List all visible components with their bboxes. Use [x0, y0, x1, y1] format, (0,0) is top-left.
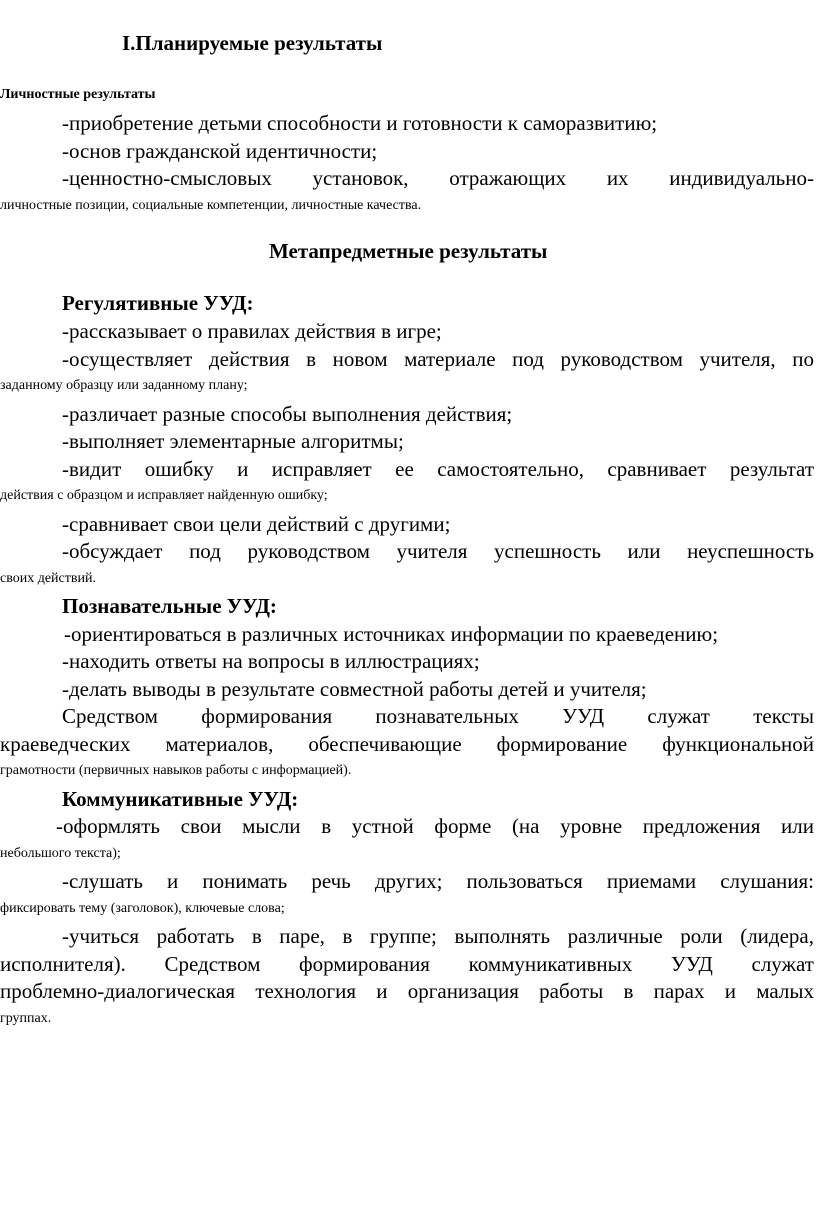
- page-title: I.Планируемые результаты: [122, 31, 383, 55]
- communicative-line-8: группах.: [0, 1011, 52, 1026]
- cognitive-line-1: -ориентироваться в различных источниках информации по краеведению;: [64, 622, 719, 646]
- cognitive-line-2: -находить ответы на вопросы в иллюстрациях;: [62, 649, 480, 673]
- cognitive-line-3: -делать выводы в результате совместной работы детей и учителя;: [62, 677, 647, 701]
- regulative-line-2: -осуществляет действия в новом материале под руководством учителя, по: [62, 347, 814, 371]
- regulative-line-1: -рассказывает о правилах действия в игре;: [62, 319, 442, 343]
- regulative-line-9: -обсуждает под руководством учителя успешность или неуспешность: [62, 539, 814, 563]
- regulative-line-3: заданному образцу или заданному плану;: [0, 378, 248, 393]
- communicative-line-5: -учиться работать в паре, в группе; выполнять различные роли (лидера,: [62, 924, 814, 948]
- regulative-line-5: -выполняет элементарные алгоритмы;: [62, 429, 404, 453]
- regulative-line-6: -видит ошибку и исправляет ее самостоятельно, сравнивает результат: [62, 457, 814, 481]
- personal-heading: Личностные результаты: [0, 87, 156, 102]
- regulative-line-10: своих действий.: [0, 571, 96, 586]
- cognitive-heading: Познавательные УУД:: [62, 594, 277, 618]
- regulative-line-8: -сравнивает свои цели действий с другими;: [62, 512, 451, 536]
- cognitive-line-5: краеведческих материалов, обеспечивающие формирование функциональной: [0, 732, 814, 756]
- regulative-line-7: действия с образцом и исправляет найденную ошибку;: [0, 488, 328, 503]
- personal-line-3: -ценностно-смысловых установок, отражающих их индивидуально-: [62, 166, 814, 190]
- communicative-line-4: фиксировать тему (заголовок), ключевые слова;: [0, 901, 285, 916]
- personal-line-2: -основ гражданской идентичности;: [62, 139, 378, 163]
- regulative-heading: Регулятивные УУД:: [62, 291, 254, 315]
- communicative-line-1: -оформлять свои мысли в устной форме (на уровне предложения или: [56, 814, 814, 838]
- communicative-heading: Коммуникативные УУД:: [62, 787, 299, 811]
- cognitive-line-6: грамотности (первичных навыков работы с информацией).: [0, 763, 352, 778]
- communicative-line-7: проблемно-диалогическая технология и организация работы в парах и малых: [0, 979, 814, 1003]
- meta-heading: Метапредметные результаты: [269, 239, 548, 263]
- cognitive-line-4: Средством формирования познавательных УУД служат тексты: [62, 704, 814, 728]
- personal-line-4: личностные позиции, социальные компетенции, личностные качества.: [0, 198, 422, 213]
- communicative-line-2: небольшого текста);: [0, 846, 121, 861]
- regulative-line-4: -различает разные способы выполнения действия;: [62, 402, 513, 426]
- communicative-line-3: -слушать и понимать речь других; пользоваться приемами слушания:: [62, 869, 814, 893]
- personal-line-1: -приобретение детьми способности и готовности к саморазвитию;: [62, 111, 658, 135]
- communicative-line-6: исполнителя). Средством формирования коммуникативных УУД служат: [0, 952, 814, 976]
